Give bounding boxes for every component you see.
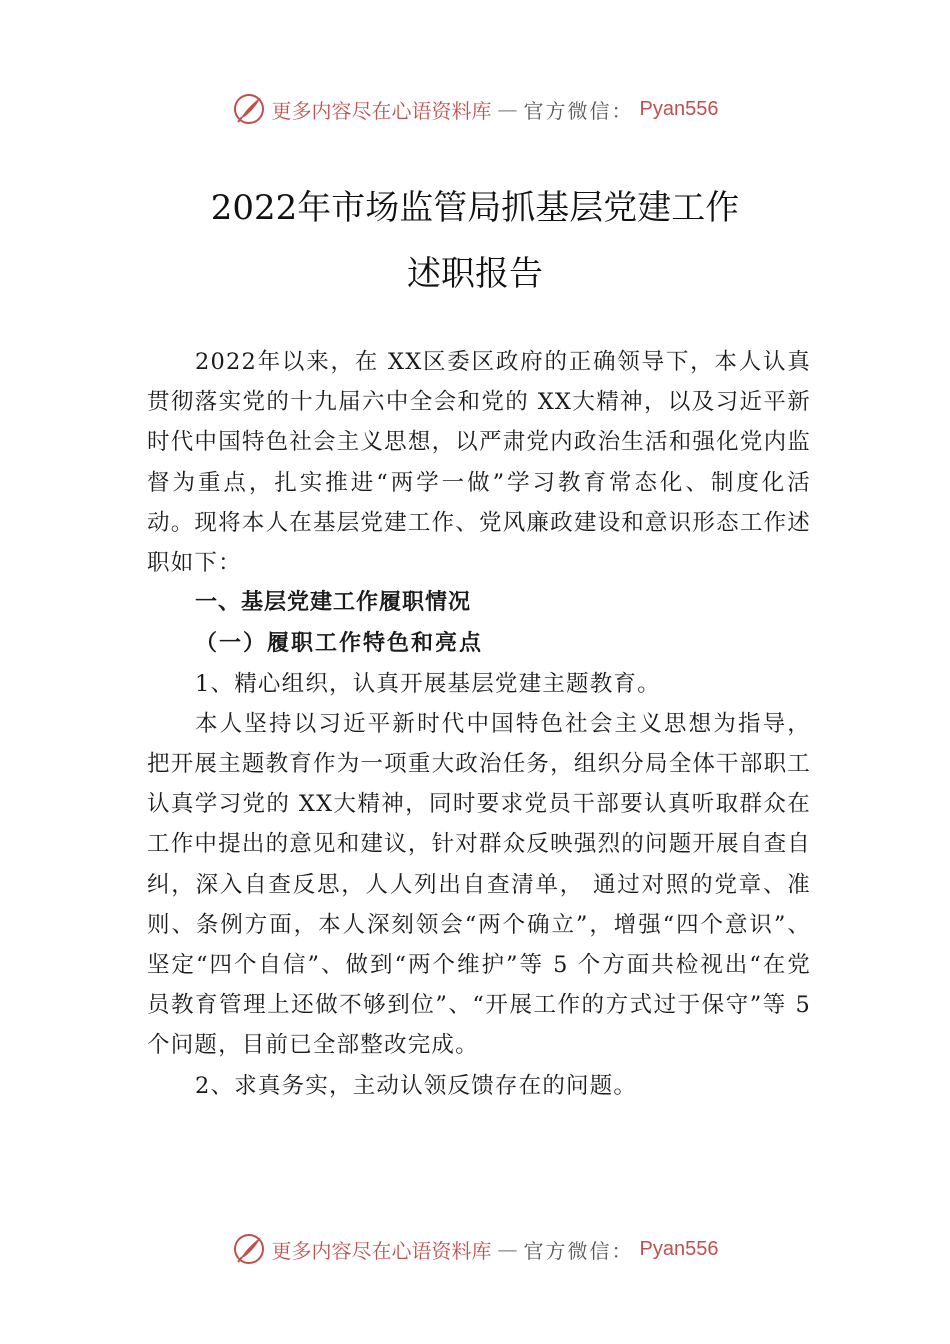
quill-logo-icon (232, 92, 266, 126)
item2-heading: 2、求真务实，主动认领反馈存在的问题。 (195, 1072, 638, 1099)
watermark-separator: — (497, 1237, 518, 1261)
document-title-line2: 述职报告 (407, 254, 543, 294)
watermark-wechat-id: Pyan556 (639, 1237, 719, 1260)
watermark-main-text: 更多内容尽在心语资料库 (271, 1238, 492, 1263)
quill-logo-icon (232, 1232, 266, 1266)
watermark-official-label: 官方微信： (523, 98, 634, 123)
subsection-heading: （一）履职工作特色和亮点 (195, 630, 484, 657)
footer-watermark (0, 1232, 950, 1266)
document-title-line1: 2022年市场监管局抓基层党建工作 (210, 188, 740, 228)
header-watermark (0, 92, 950, 126)
watermark-wechat-id: Pyan556 (639, 97, 719, 120)
intro-paragraph: 2022年以来，在 XX区委区政府的正确领导下，本人认真贯彻落实党的十九届六中全会和党的 XX大精神，以及习近平新时代中国特色社会主义思想，以严肃党内政治生活和强化党内监督为重点，扎实推进“两学一做”学习教育常态化、制度化活动。现将本人在基层党建工作、党风廉政建设和意识形态工作述职如下： (147, 349, 811, 577)
item1-heading: 1、精心组织，认真开展基层党建主题教育。 (195, 670, 661, 697)
section-heading: 一、基层党建工作履职情况 (195, 590, 472, 616)
watermark-main-text: 更多内容尽在心语资料库 (271, 98, 492, 123)
item1-paragraph: 本人坚持以习近平新时代中国特色社会主义思想为指导，把开展主题教育作为一项重大政治任务，组织分局全体干部职工认真学习党的 XX大精神，同时要求党员干部要认真听取群众在工作中提出的意见和建议，针对群众反映强烈的问题开展自查自纠，深入自查反思，人人列出自查清单， 通过对照的党章、准则、条例方面，本人深刻领会“两个确立”，增强“四个意识”、坚定“四个自信”、做到“两个维护”等 5 个方面共检视出“在党员教育管理上还做不够到位”、“开展工作的方式过于保守”等 5个问题，目前已全部整改完成。 (147, 710, 811, 1059)
watermark-separator: — (497, 97, 518, 121)
watermark-official-label: 官方微信： (523, 1238, 634, 1263)
document-body (147, 342, 811, 1106)
